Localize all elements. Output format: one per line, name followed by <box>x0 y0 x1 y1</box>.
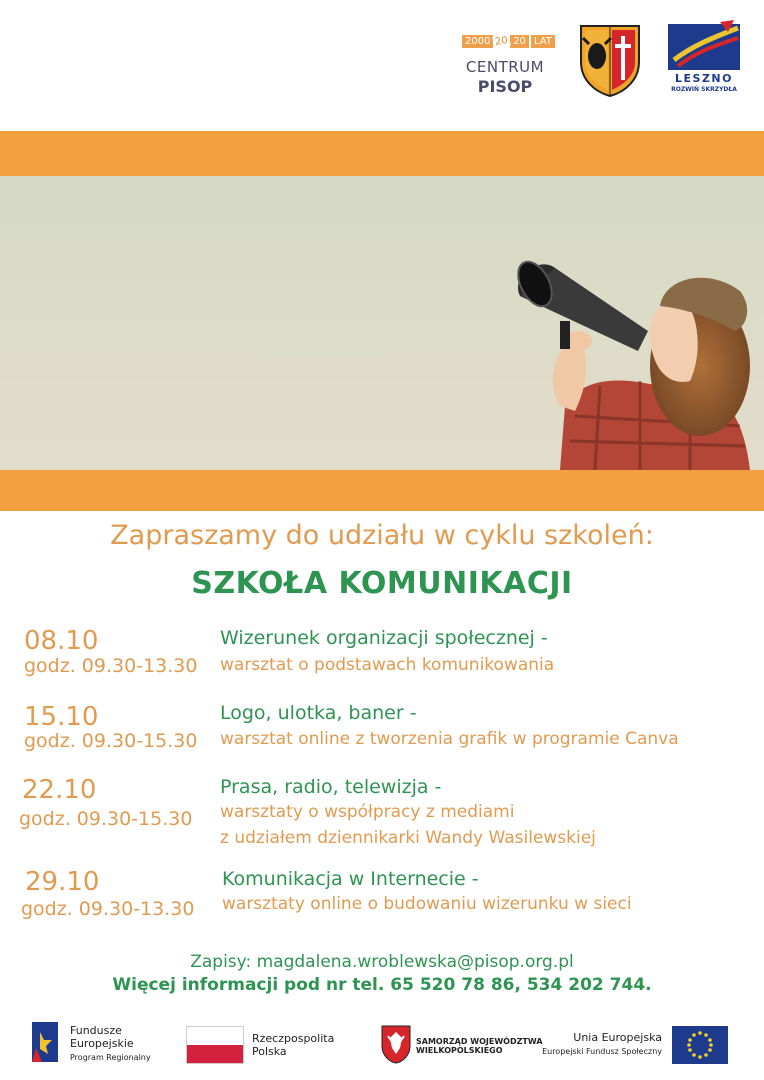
session-description: warsztat online z tworzenia grafik w programie Canva <box>220 729 679 749</box>
rp-line2: Polska <box>252 1045 287 1058</box>
session-hours: godz. 09.30-15.30 <box>24 730 198 752</box>
invitation-text: Zapraszamy do udziału w cyklu szkoleń: <box>110 520 654 551</box>
session-description: warsztaty online o budowaniu wizerunku w sieci <box>222 894 632 914</box>
pisop-years-start: 2000 <box>462 35 493 48</box>
polish-flag-icon <box>186 1026 244 1064</box>
session-hours: godz. 09.30-15.30 <box>19 808 193 830</box>
session-title: Wizerunek organizacji społecznej - <box>220 627 548 649</box>
rp-line1: Rzeczpospolita <box>252 1032 335 1045</box>
samorzad-line2: WIELKOPOLSKIEGO <box>416 1046 503 1055</box>
session-date: 22.10 <box>22 775 97 805</box>
pisop-years-mid: 20 <box>494 34 509 48</box>
pisop-years-badge <box>462 32 555 50</box>
fe-line2: Europejskie <box>70 1037 134 1050</box>
leszno-slogan: ROZWIŃ SKRZYDŁA <box>671 86 737 93</box>
pisop-name-text: PISOP <box>477 77 533 96</box>
session-title: Komunikacja w Internecie - <box>222 868 479 890</box>
session-date: 15.10 <box>24 702 99 732</box>
orange-band-top <box>0 131 764 176</box>
session-description-line2: z udziałem dziennikarki Wandy Wasilewskiej <box>220 828 596 848</box>
pisop-years-lat: LAT <box>531 35 555 48</box>
session-date: 08.10 <box>24 626 99 656</box>
session-hours: godz. 09.30-13.30 <box>24 655 198 677</box>
training-cycle-title: SZKOŁA KOMUNIKACJI <box>191 566 573 601</box>
pisop-centrum-text: CENTRUM <box>465 58 545 76</box>
signup-email-text: Zapisy: magdalena.wroblewska@pisop.org.pl <box>190 952 574 972</box>
ue-line1: Unia Europejska <box>573 1031 662 1044</box>
leszno-logo <box>668 20 740 102</box>
session-hours: godz. 09.30-13.30 <box>21 898 195 920</box>
leszno-emblem-icon <box>668 20 740 72</box>
orange-band-bottom <box>0 470 764 511</box>
samorzad-line1: SAMORZĄD WOJEWÓDZTWA <box>416 1037 543 1046</box>
session-date: 29.10 <box>25 867 100 897</box>
city-crest-icon <box>577 22 643 98</box>
fe-line1: Fundusze <box>70 1024 122 1037</box>
session-title: Logo, ulotka, baner - <box>220 702 417 724</box>
fundusze-europejskie-icon <box>30 1018 62 1068</box>
banner-photo <box>0 176 764 470</box>
session-title: Prasa, radio, telewizja - <box>220 776 442 798</box>
pisop-years-end: 20 <box>510 35 529 48</box>
session-description: warsztat o podstawach komunikowania <box>220 655 555 675</box>
session-description: warsztaty o współpracy z mediami <box>220 802 515 822</box>
wielkopolska-eagle-icon <box>380 1024 412 1064</box>
child-megaphone-illustration <box>0 176 764 470</box>
leszno-title: LESZNO <box>675 72 733 85</box>
eu-flag-icon <box>672 1026 728 1064</box>
fe-line3: Program Regionalny <box>70 1053 151 1062</box>
centrum-pisop-logo <box>460 28 550 98</box>
ue-line2: Europejski Fundusz Społeczny <box>542 1047 662 1056</box>
phone-info-text: Więcej informacji pod nr tel. 65 520 78 86, 534 202 744. <box>112 975 652 995</box>
